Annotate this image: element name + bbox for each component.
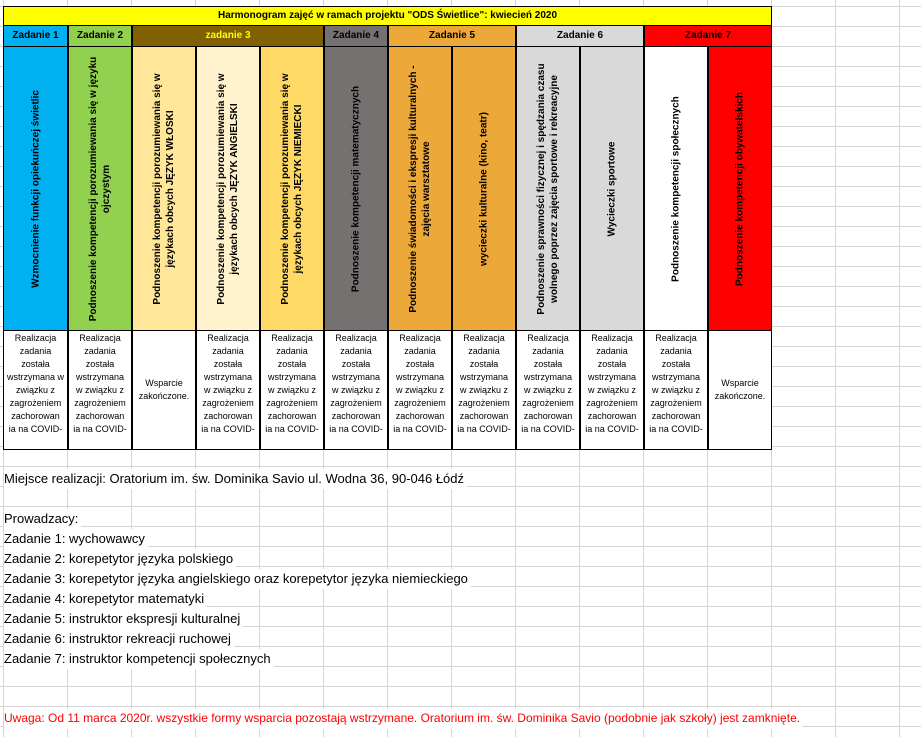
column-text: wycieczki kulturalne (kino, teatr) bbox=[478, 111, 490, 266]
leaders-label[interactable]: Prowadzacy: bbox=[4, 509, 81, 529]
leader-line[interactable]: Zadanie 2: korepetytor języka polskiego bbox=[4, 549, 236, 569]
location-line[interactable]: Miejsce realizacji: Oratorium im. św. Dominika Savio ul. Wodna 36, 90-046 Łódź bbox=[4, 469, 467, 489]
status-cell[interactable]: Realizacja zadania została wstrzymana w związku z zagrożeniem zachorowan ia na COVID- bbox=[68, 331, 132, 450]
status-cell[interactable]: Realizacja zadania została wstrzymana w związku z zagrożeniem zachorowan ia na COVID- bbox=[644, 331, 708, 450]
column-text: Podnoszenie kompetencji porozumiewania się w językach obcych JĘZYK WŁOSKI bbox=[152, 72, 176, 305]
status-cell[interactable]: Realizacja zadania została wstrzymana w związku z zagrożeniem zachorowan ia na COVID- bbox=[452, 331, 516, 450]
column-zadanie-5-warsztaty[interactable] bbox=[388, 47, 452, 331]
warning-note[interactable]: Uwaga: Od 11 marca 2020r. wszystkie formy wsparcia pozostają wstrzymane. Oratorium im. św. Dominika Savio (podobnie jak szkoły) jest zamknięte. bbox=[4, 709, 802, 729]
status-cell[interactable]: Realizacja zadania została wstrzymana w związku z zagrożeniem zachorowan ia na COVID- bbox=[324, 331, 388, 450]
column-zadanie-4[interactable] bbox=[324, 47, 388, 331]
leader-line[interactable]: Zadanie 6: instruktor rekreacji ruchowej bbox=[4, 629, 234, 649]
column-zadanie-3-niemiecki[interactable] bbox=[260, 47, 324, 331]
status-text: Wsparcie zakończone. bbox=[714, 378, 766, 401]
column-zadanie-5-wycieczki[interactable] bbox=[452, 47, 516, 331]
status-cell[interactable]: Realizacja zadania została wstrzymana w związku z zagrożeniem zachorowan ia na COVID- bbox=[580, 331, 644, 450]
header-zadanie-3[interactable]: zadanie 3 bbox=[132, 26, 324, 47]
leader-line[interactable]: Zadanie 7: instruktor kompetencji społecznych bbox=[4, 649, 274, 669]
column-text: Wycieczki sportowe bbox=[606, 141, 618, 236]
leader-line[interactable]: Zadanie 3: korepetytor języka angielskiego oraz korepetytor języka niemieckiego bbox=[4, 569, 471, 589]
schedule-title[interactable]: Harmonogram zajęć w ramach projektu "ODS Świetlice": kwiecień 2020 bbox=[3, 6, 772, 26]
header-zadanie-2[interactable]: Zadanie 2 bbox=[68, 26, 132, 47]
status-cell[interactable] bbox=[708, 331, 772, 450]
header-zadanie-4[interactable]: Zadanie 4 bbox=[324, 26, 388, 47]
status-cell[interactable]: Realizacja zadania została wstrzymana w związku z zagrożeniem zachorowan ia na COVID- bbox=[196, 331, 260, 450]
leader-line[interactable]: Zadanie 5: instruktor ekspresji kulturalnej bbox=[4, 609, 243, 629]
column-text: Podnoszenie kompetencji matematycznych bbox=[350, 85, 362, 292]
column-text: Podnoszenie kompetencji społecznych bbox=[670, 95, 682, 282]
column-zadanie-7-obywatelskie[interactable] bbox=[708, 47, 772, 331]
column-zadanie-1[interactable] bbox=[3, 47, 68, 331]
header-zadanie-5[interactable]: Zadanie 5 bbox=[388, 26, 516, 47]
status-text: Wsparcie zakończone. bbox=[138, 378, 190, 401]
status-cell[interactable] bbox=[132, 331, 196, 450]
column-text: Podnoszenie świadomości i ekspresji kulturalnych - zajęcia warsztatowe bbox=[408, 64, 432, 313]
status-cell[interactable]: Realizacja zadania została wstrzymana w związku z zagrożeniem zachorowan ia na COVID- bbox=[516, 331, 580, 450]
column-zadanie-3-wloski[interactable] bbox=[132, 47, 196, 331]
column-text: Podnoszenie sprawności fizycznej i spędzania czasu wolnego poprzez zajęcia sportowe i rekreacyjne bbox=[536, 62, 560, 315]
column-zadanie-6-sport[interactable] bbox=[516, 47, 580, 331]
status-cell[interactable]: Realizacja zadania została wstrzymana w związku z zagrożeniem zachorowan ia na COVID- bbox=[260, 331, 324, 450]
column-text: Podnoszenie kompetencji porozumiewania się w językach obcych JĘZYK ANGIELSKI bbox=[216, 72, 240, 305]
column-zadanie-6-wycieczki[interactable] bbox=[580, 47, 644, 331]
status-cell[interactable]: Realizacja zadania została wstrzymana w związku z zagrożeniem zachorowan ia na COVID- bbox=[3, 331, 68, 450]
leader-line[interactable]: Zadanie 1: wychowawcy bbox=[4, 529, 148, 549]
column-zadanie-7-spoleczne[interactable] bbox=[644, 47, 708, 331]
column-zadanie-2[interactable] bbox=[68, 47, 132, 331]
column-text: Wzmocnienie funkcji opiekuńczej świetlic bbox=[30, 89, 41, 288]
column-text: Podnoszenie kompetencji porozumiewania się w języku ojczystym bbox=[88, 56, 112, 321]
column-zadanie-3-angielski[interactable] bbox=[196, 47, 260, 331]
column-text: Podnoszenie kompetencji obywatelskich bbox=[734, 91, 746, 286]
column-text: Podnoszenie kompetencji porozumiewania się w językach obcych JĘZYK NIEMIECKI bbox=[280, 72, 304, 305]
header-zadanie-6[interactable]: Zadanie 6 bbox=[516, 26, 644, 47]
header-zadanie-7[interactable]: Zadanie 7 bbox=[644, 26, 772, 47]
header-zadanie-1[interactable]: Zadanie 1 bbox=[3, 26, 68, 47]
leader-line[interactable]: Zadanie 4: korepetytor matematyki bbox=[4, 589, 207, 609]
status-cell[interactable]: Realizacja zadania została wstrzymana w związku z zagrożeniem zachorowan ia na COVID- bbox=[388, 331, 452, 450]
